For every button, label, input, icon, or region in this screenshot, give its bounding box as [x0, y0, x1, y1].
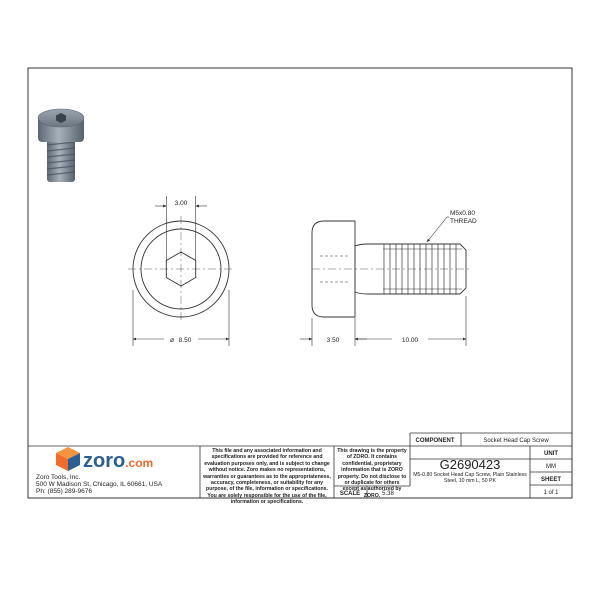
screw-3d-thumbnail [38, 109, 84, 182]
sheet-border [28, 68, 572, 498]
company-address: 500 W Madison St, Chicago, IL 60661, USA [36, 481, 163, 488]
thread-length-value: 10.00 [401, 337, 419, 344]
svg-text:zoro.com [83, 450, 153, 472]
diameter-dimension-value: 8.50 [178, 337, 192, 344]
head-length-value: 3.50 [326, 337, 340, 344]
disclaimer-text: This file and any associated information and specifications are provided for reference and evaluation purposes only, and is subject to change without notice. Zoro makes no representations, warranties or guarantees as to the appropriateness, accuracy, completeness, or suitability for any purpose, of the file, information or specifications. You are solely responsible for the use of the file, information or specifications. [203, 448, 331, 506]
thread-callout-line2: THREAD [450, 218, 477, 225]
part-description: M5-0.80 Socket Head Cap Screw, Plain Stainless Steel, 10 mm L, 50 PK [413, 472, 527, 485]
scale-value: 5.38 [382, 491, 394, 497]
hex-dimension-value: 3.00 [174, 200, 188, 207]
component-value: Socket Head Cap Screw [483, 438, 549, 444]
length-dimensions [300, 296, 466, 346]
company-phone: Ph: (855) 289-9676 [36, 488, 93, 495]
unit-label: UNIT [544, 451, 558, 457]
front-view [128, 216, 234, 322]
thread-callout-leader [427, 217, 449, 242]
sheet-value: 1 of 1 [543, 490, 559, 496]
zoro-logo-cube-icon [56, 447, 80, 471]
company-name: Zoro Tools, Inc. [36, 474, 81, 481]
zoro-logo-suffix: .com [125, 456, 154, 470]
diameter-symbol: ⌀ [169, 336, 175, 344]
thread-callout-line1: M5x0.80 [450, 210, 475, 217]
property-notice-text: This drawing is the property of ZORO. It contains confidential, proprietary information that is ZORO property. Do not disclose to or duplicate for others except as authorized by ZORO. [337, 448, 407, 499]
part-number: G2690423 [439, 457, 501, 472]
scale-label: SCALE [339, 491, 361, 497]
component-label: COMPONENT [415, 438, 455, 444]
sheet-label: SHEET [540, 477, 562, 483]
unit-value: MM [546, 464, 556, 470]
side-view [312, 221, 470, 317]
zoro-logo-text: zoro [83, 450, 126, 472]
